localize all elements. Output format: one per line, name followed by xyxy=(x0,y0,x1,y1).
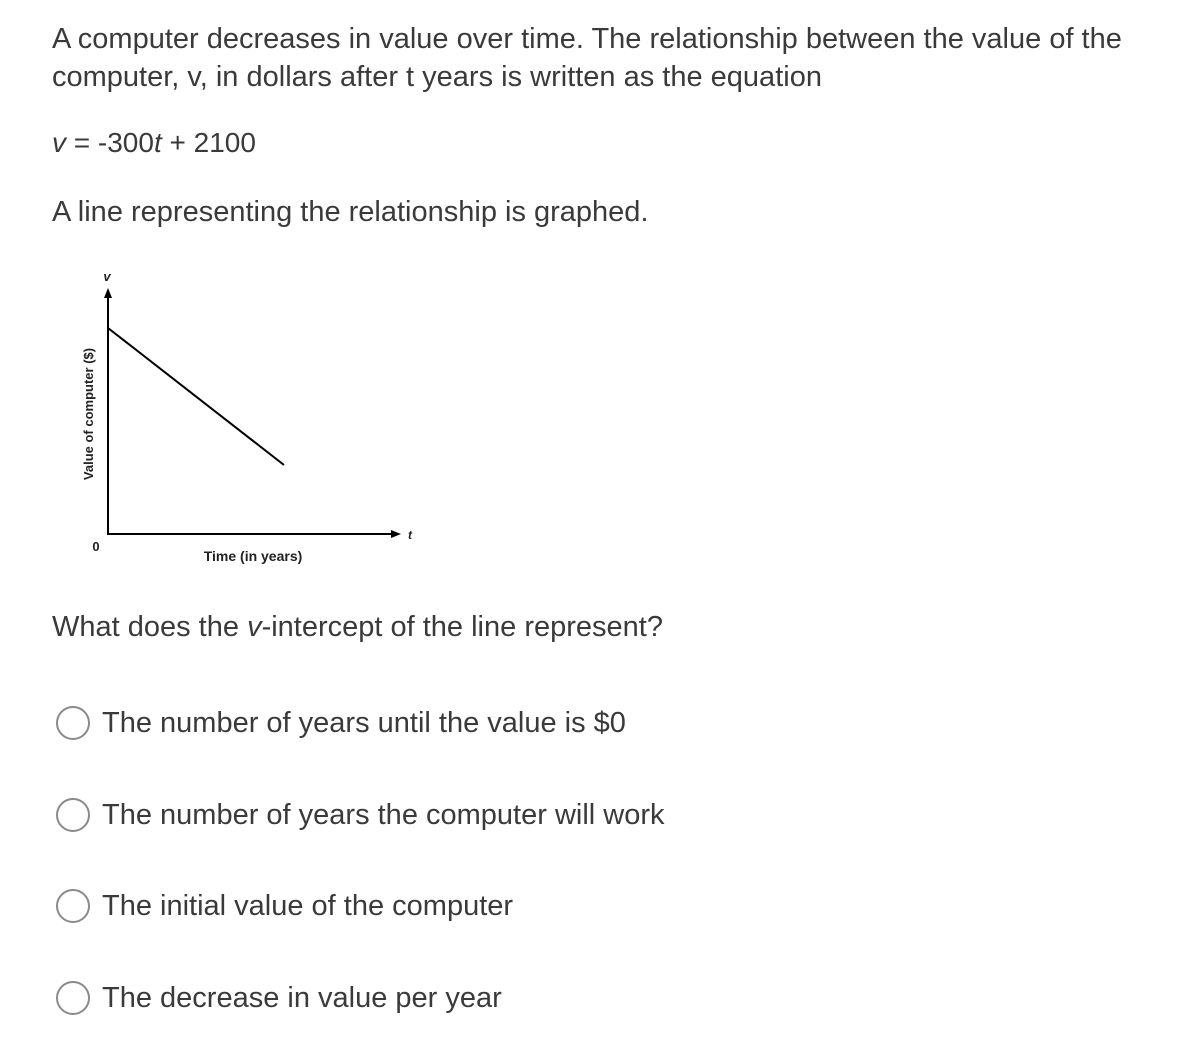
choice-label: The number of years the computer will work xyxy=(102,798,665,831)
x-axis-arrowhead xyxy=(391,530,401,538)
radio-button[interactable] xyxy=(56,981,90,1015)
answer-choice-1[interactable] xyxy=(56,703,626,743)
problem-intro: A computer decreases in value over time. The relationship between the value of the computer, v, in dollars after t years is written as the equation xyxy=(52,23,1122,93)
answer-choice-2[interactable] xyxy=(56,795,665,835)
radio-button[interactable] xyxy=(56,798,90,832)
equation xyxy=(52,125,256,161)
equation-var-v: v xyxy=(52,127,66,158)
y-axis-label: Value of computer ($) xyxy=(81,347,96,481)
radio-button[interactable] xyxy=(56,706,90,740)
question-var: v xyxy=(247,611,262,643)
graphed-statement: A line representing the relationship is graphed. xyxy=(52,196,649,228)
y-axis-arrowhead xyxy=(104,288,112,298)
line-graph xyxy=(60,260,420,580)
origin-label: 0 xyxy=(92,539,100,554)
answer-choice-4[interactable] xyxy=(56,978,502,1018)
choice-label: The decrease in value per year xyxy=(102,981,502,1014)
equation-var-t: t xyxy=(153,127,162,158)
y-axis-symbol: v xyxy=(103,269,111,284)
x-axis-label: Time (in years) xyxy=(203,548,303,564)
choice-label: The number of years until the value is $0 xyxy=(102,706,626,739)
choice-label: The initial value of the computer xyxy=(102,889,514,922)
answer-choice-3[interactable] xyxy=(56,886,513,926)
x-axis-symbol: t xyxy=(408,528,412,542)
value-line xyxy=(108,328,284,465)
equation-suffix: + 2100 xyxy=(161,127,256,158)
question-prefix: What does the xyxy=(52,611,248,643)
question-suffix: -intercept of the line represent? xyxy=(261,611,663,643)
question xyxy=(52,608,663,646)
radio-button[interactable] xyxy=(56,889,90,923)
equation-prefix: = -300 xyxy=(66,127,154,158)
